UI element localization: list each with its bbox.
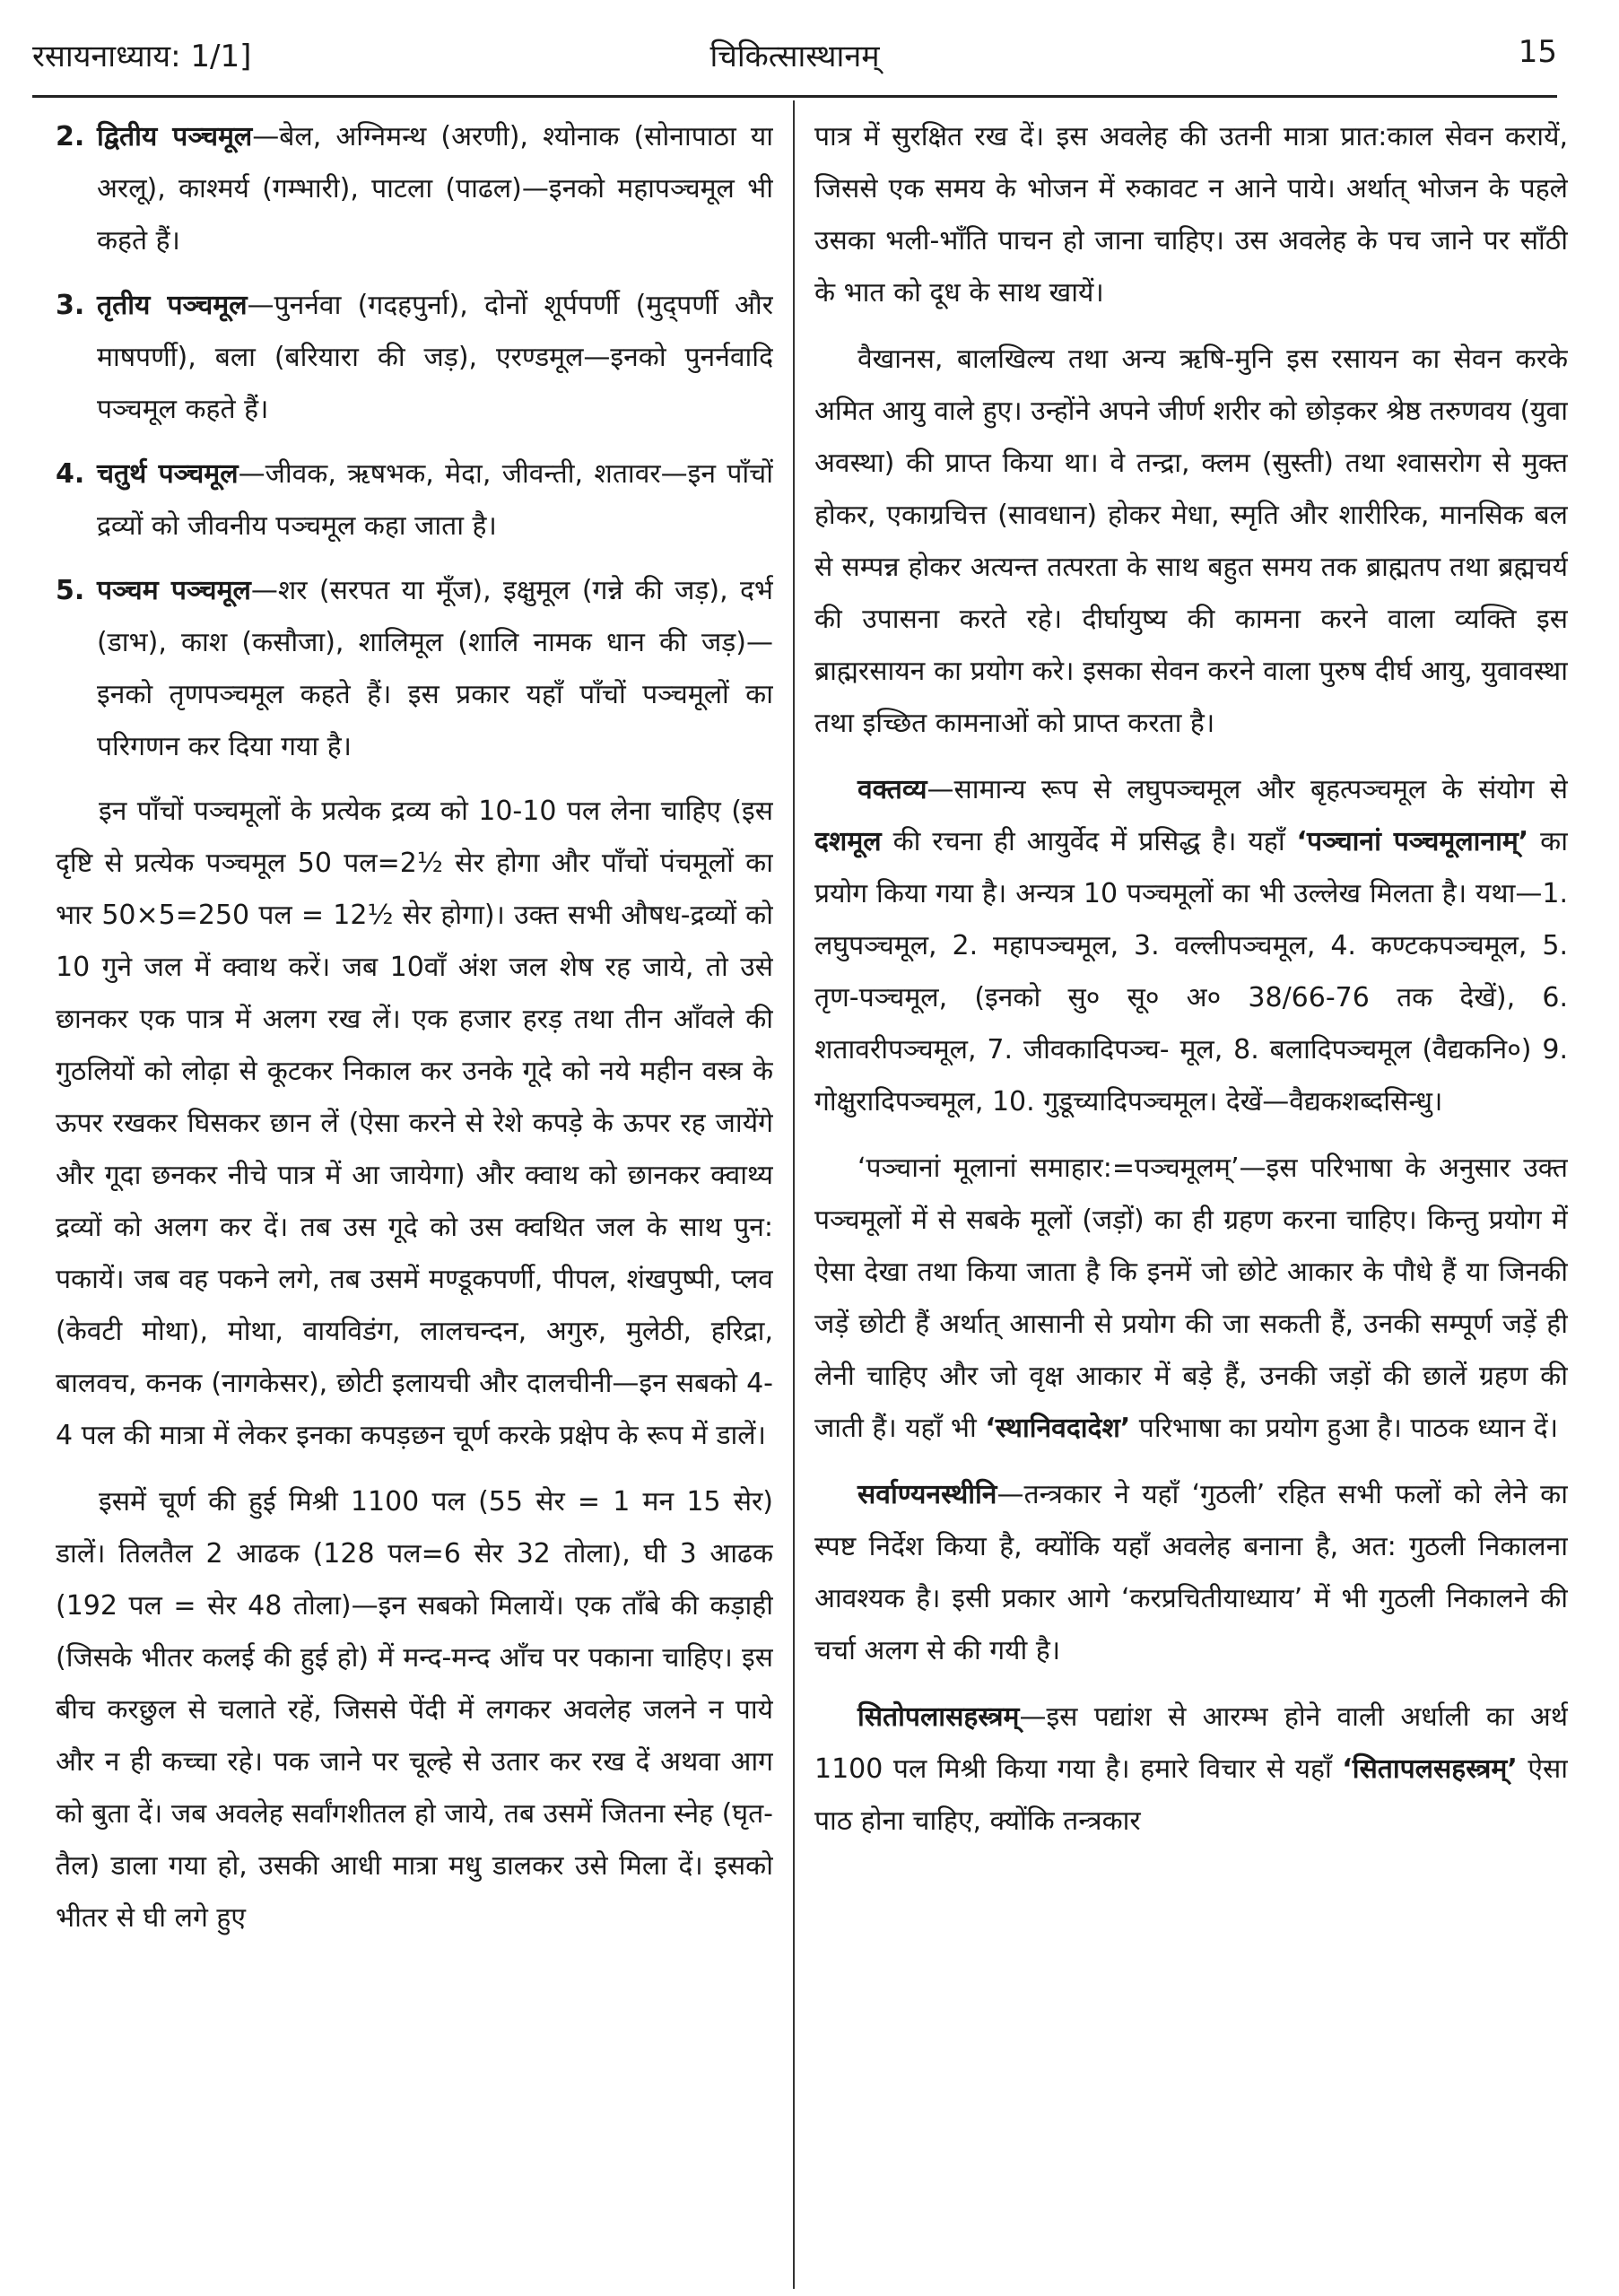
item-number: 3. [56, 290, 85, 321]
item-body: —बेल, अग्निमन्थ (अरणी), श्योनाक (सोनापाठा या अरलू), काश्मर्य (गम्भारी), पाटला (पाढल)—इनको महापञ्चमूल भी कहते हैं। [97, 121, 773, 257]
term-panchanam: ‘पञ्चानां पञ्चमूलानाम्’ [1296, 826, 1529, 857]
text-segment: —तन्त्रकार ने यहाँ ‘गुठली’ रहित सभी फलों को लेने का स्पष्ट निर्देश किया है, क्योंकि यहाँ अवलेह बनाना है, अत: गुठली निकालना आवश्यक है। इसी प्रकार आगे ‘करप्रचितीयाध्याय’ में भी गुठली निकालने की चर्चा अलग से की गयी है। [814, 1479, 1568, 1666]
item-term: तृतीय पञ्चमूल [97, 290, 248, 321]
item-term: चतुर्थ पञ्चमूल [97, 458, 239, 490]
text-segment: —सामान्य रूप से लघुपञ्चमूल और बृहत्पञ्चमूल के संयोग से [927, 774, 1568, 805]
text-segment: का प्रयोग किया गया है। अन्यत्र 10 पञ्चमूलों का भी उल्लेख मिलता है। यथा—1. लघुपञ्चमूल, 2. महापञ्चमूल, 3. वल्लीपञ्चमूल, 4. कण्टकपञ्चमूल, 5. तृण-पञ्चमूल, (इनको सु० सू० अ० 38/66-76 तक देखें), 6. शतावरीपञ्चमूल, 7. जीवकादिपञ्च- मूल, 8. बलादिपञ्चमूल (वैद्यकनि०) 9. गोक्षुरादिपञ्चमूल, 10. गुडूच्यादिपञ्चमूल। देखें—वैद्यकशब्दसिन्धु। [814, 826, 1568, 1118]
paragraph-sarvanyanasthini [814, 1469, 1568, 1677]
term-sitapala: ‘सितापलसहस्त्रम्’ [1342, 1753, 1518, 1785]
left-column [56, 111, 773, 2291]
header-rule [32, 95, 1557, 98]
paragraph-vaktavya [814, 764, 1568, 1128]
item-text [97, 280, 773, 436]
column-divider [793, 100, 795, 2289]
text-segment: की रचना ही आयुर्वेद में प्रसिद्ध है। यहाँ [881, 826, 1297, 857]
item-text [97, 565, 773, 773]
item-number: 2. [56, 121, 85, 152]
item-term: पञ्चम पञ्चमूल [97, 575, 251, 606]
list-item [56, 111, 773, 267]
text-segment: —इस पद्यांश से आरम्भ होने वाली अर्धाली का अर्थ 1100 पल मिश्री किया गया है। हमारे विचार से यहाँ [814, 1701, 1568, 1785]
item-number: 5. [56, 575, 85, 606]
item-body: —पुनर्नवा (गदहपुर्ना), दोनों शूर्पपर्णी (मुद्‍पर्णी और माषपर्णी), बला (बरियारा की जड़), एरण्डमूल—इनको पुनर्नवादि पञ्चमूल कहते हैं। [97, 290, 773, 425]
term-sthanivadadesh: ‘स्थानिवदादेश’ [985, 1413, 1131, 1444]
right-column [814, 111, 1568, 2291]
chapter-reference: रसायनाध्याय: 1/1] [32, 39, 252, 74]
item-number: 4. [56, 458, 85, 490]
text-segment: परिभाषा का प्रयोग हुआ है। पाठक ध्यान दें। [1130, 1413, 1559, 1444]
paragraph-benefits: वैखानस, बालखिल्य तथा अन्य ऋषि-मुनि इस रसायन का सेवन करके अमित आयु वाले हुए। उन्होंने अपने जीर्ण शरीर को छोड़कर श्रेष्ठ तरुणवय (युवा अवस्था) की प्राप्त किया था। वे तन्द्रा, क्लम (सुस्ती) तथा श्वासरोग से मुक्त होकर, एकाग्रचित्त (सावधान) होकर मेधा, स्मृति और शारीरिक, मानसिक बल से सम्पन्न होकर अत्यन्त तत्परता के साथ बहुत समय तक ब्राह्मतप तथा ब्रह्मचर्य की उपासना करते रहे। दीर्घायुष्य की कामना करने वाला व्यक्ति इस ब्राह्मरसायन का प्रयोग करे। इसका सेवन करने वाला पुरुष दीर्घ आयु, युवावस्था तथा इच्छित कामनाओं को प्राप्त करता है। [814, 344, 1568, 739]
running-header [32, 34, 1557, 88]
paragraph-ingredients: इसमें चूर्ण की हुई मिश्री 1100 पल (55 सेर = 1 मन 15 सेर) डालें। तिलतैल 2 आढक (128 पल=6 सेर 32 तोला), घी 3 आढक (192 पल = सेर 48 तोला)—इन सबको मिलायें। एक ताँबे की कड़ाही (जिसके भीतर कलई की हुई हो) में मन्द-मन्द आँच पर पकाना चाहिए। इस बीच करछुल से चलाते रहें, जिससे पेंदी में लगकर अवलेह जलने न पाये और न ही कच्चा रहे। पक जाने पर चूल्हे से उतार कर रख दें अथवा आग को बुता दें। जब अवलेह सर्वांगशीतल हो जाये, तब उसमें जितना स्नेह (घृत-तैल) डाला गया हो, उसकी आधी मात्रा मधु डालकर उसे मिला दें। इसको भीतर से घी लगे हुए [56, 1486, 773, 1934]
list-item [56, 565, 773, 773]
list-item [56, 280, 773, 436]
item-text [97, 111, 773, 267]
list-item [56, 448, 773, 552]
item-term: द्वितीय पञ्चमूल [97, 121, 253, 152]
text-segment: ‘पञ्चानां मूलानां समाहार:=पञ्चमूलम्’—इस परिभाषा के अनुसार उक्त पञ्चमूलों में से सबके मूलों (जड़ों) का ही ग्रहण करना चाहिए। किन्तु प्रयोग में ऐसा देखा तथा किया जाता है कि इनमें जो छोटे आकार के पौधे हैं या जिनकी जड़ें छोटी हैं अर्थात् आसानी से प्रयोग की जा सकती हैं, उनकी सम्पूर्ण जड़ें ही लेनी चाहिए और जो वृक्ष आकार में बड़े हैं, उनकी जड़ों की छालें ग्रहण की जाती हैं। यहाँ भी [814, 1152, 1568, 1444]
term-sarvanyanasthini: सर्वाण्यनस्थीनि [857, 1479, 997, 1510]
item-body: —जीवक, ऋषभक, मेदा, जीवन्ती, शतावर—इन पाँचों द्रव्यों को जीवनीय पञ्चमूल कहा जाता है। [97, 458, 773, 542]
paragraph-preparation: इन पाँचों पञ्चमूलों के प्रत्येक द्रव्य को 10-10 पल लेना चाहिए (इस दृष्टि से प्रत्येक पञ्चमूल 50 पल=2½ सेर होगा और पाँचों पंचमूलों का भार 50×5=250 पल = 12½ सेर होगा)। उक्त सभी औषध-द्रव्यों को 10 गुने जल में क्वाथ करें। जब 10वाँ अंश जल शेष रह जाये, तो उसे छानकर एक पात्र में अलग रख लें। एक हजार हरड़ तथा तीन आँवले की गुठलियों को लोढ़ा से कूटकर निकाल कर उनके गूदे को नये महीन वस्त्र के ऊपर रखकर घिसकर छान लें (ऐसा करने से रेशे कपड़े के ऊपर रह जायेंगे और गूदा छनकर नीचे पात्र में आ जायेगा) और क्वाथ को छानकर क्वाथ्य द्रव्यों को अलग कर दें। तब उस गूदे को उस क्वथित जल के साथ पुन: पकायें। जब वह पकने लगे, तब उसमें मण्डूकपर्णी, पीपल, शंखपुष्पी, प्लव (केवटी मोथा), मोथा, वायविडंग, लालचन्दन, अगुरु, मुलेठी, हरिद्रा, बालवच, कनक (नागकेसर), छोटी इलायची और दालचीनी—इन सबको 4-4 पल की मात्रा में लेकर इनका कपड़छन चूर्ण करके प्रक्षेप के रूप में डालें। [56, 796, 773, 1451]
text-segment: ऐसा पाठ होना चाहिए, क्योंकि तन्त्रकार [814, 1753, 1568, 1837]
term-dashmool: दशमूल [814, 826, 882, 857]
paragraph-sitopala [814, 1692, 1568, 1848]
term-sitopala: सितोपलासहस्त्रम् [857, 1701, 1020, 1733]
paragraph-continuation: पात्र में सुरक्षित रख दें। इस अवलेह की उतनी मात्रा प्रात:काल सेवन करायें, जिससे एक समय के भोजन में रुकावट न आने पाये। अर्थात् भोजन के पहले उसका भली-भाँति पाचन हो जाना चाहिए। उस अवलेह के पच जाने पर साँठी के भात को दूध के साथ खायें। [814, 121, 1568, 309]
page-number: 15 [1518, 34, 1557, 70]
paragraph-definition [814, 1143, 1568, 1455]
item-body: —शर (सरपत या मूँज), इक्षुमूल (गन्ने की जड़), दर्भ (डाभ), काश (कसौजा), शालिमूल (शालि नामक धान की जड़)—इनको तृणपञ्चमूल कहते हैं। इस प्रकार यहाँ पाँचों पञ्चमूलों का परिगणन कर दिया गया है। [97, 575, 773, 762]
term-vaktavya: वक्तव्य [857, 774, 927, 805]
section-title: चिकित्सास्थानम् [709, 39, 880, 74]
item-text [97, 448, 773, 552]
